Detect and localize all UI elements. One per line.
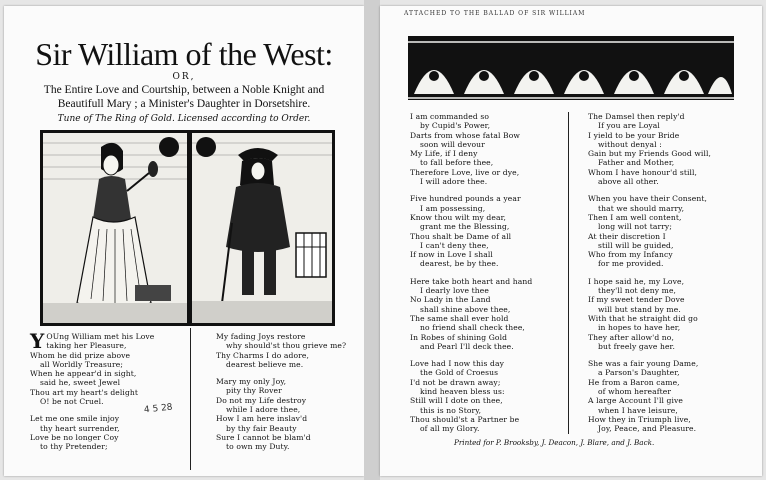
woodcut-lady xyxy=(40,130,190,326)
column-rule xyxy=(190,328,191,470)
verse-line: but freely gave her. xyxy=(598,341,675,351)
verse-line: Who from my Infancy xyxy=(588,250,673,260)
verse-line: Thy Charms I do adore, xyxy=(216,350,309,360)
verse-line: I am commanded so xyxy=(410,112,489,121)
ornament-border-icon xyxy=(408,36,734,100)
verse-line: With that he straight did go xyxy=(588,313,698,323)
verse-line: Love had I now this day xyxy=(410,359,504,369)
verse-line: If you are Loyal xyxy=(598,121,660,131)
verse-line: and Pearl I'll deck thee. xyxy=(420,341,514,351)
verse-line: I dearly love thee xyxy=(420,286,489,296)
verse-line: for me provided. xyxy=(598,259,664,269)
subtitle-line-1: The Entire Love and Courtship, between a Noble Knight and xyxy=(43,84,325,96)
verse-line: grant me the Blessing, xyxy=(420,222,510,232)
left-page xyxy=(4,6,364,476)
verse-line: Father and Mother, xyxy=(598,158,675,168)
verse-line: My Life, if I deny xyxy=(410,149,478,159)
lady-figure-icon xyxy=(43,133,187,323)
verse-line: they'll not deny me, xyxy=(598,286,677,296)
verse-line: shall shine above thee, xyxy=(420,304,511,314)
verse-line: I am possessing, xyxy=(420,203,486,213)
verse-line: by thy fair Beauty xyxy=(226,423,297,433)
verse-line: If my sweet tender Dove xyxy=(588,295,685,305)
verse-line: How they in Triumph live, xyxy=(588,414,691,424)
verse-line: to own my Duty. xyxy=(226,442,290,452)
verse-line: to thy Pretender; xyxy=(40,442,108,452)
page-header-strip: ATTACHED TO THE BALLAD OF SIR WILLIAM xyxy=(404,10,586,17)
printer-imprint: Printed for P. Brooksby, J. Deacon, J. Blare, and J. Back. xyxy=(454,438,655,447)
verse-line: Sure I cannot be blam'd xyxy=(216,432,311,442)
verse-line: taking her Pleasure, xyxy=(46,341,127,351)
verse-line: He from a Baron came, xyxy=(588,377,680,387)
verse-line: no friend shall check thee, xyxy=(420,323,525,333)
verse-line: Mary my only Joy, xyxy=(216,377,287,387)
verse-line: without denyal : xyxy=(598,139,662,149)
verse-line: The same shall ever hold xyxy=(410,313,509,323)
verse-line: They after allow'd no, xyxy=(588,332,674,342)
verse-line: Thou shalt be Dame of all xyxy=(410,231,512,241)
verse-line: If now in Love I shall xyxy=(410,250,493,260)
verse-line: No Lady in the Land xyxy=(410,295,491,305)
verse-line: will but stand by me. xyxy=(598,304,681,314)
verse-line: A large Account I'll give xyxy=(588,396,683,406)
verse-line: I can't deny thee, xyxy=(420,240,489,250)
verse-line: above all other. xyxy=(598,177,659,187)
verse-line: Whom I have honour'd still, xyxy=(588,167,698,177)
verse-line: that we should marry, xyxy=(598,203,685,213)
verse-line: I hope said he, my Love, xyxy=(588,276,685,286)
gentleman-figure-icon xyxy=(192,133,332,323)
verse-line: all Worldly Treasure; xyxy=(40,359,123,369)
right-col1-verse xyxy=(410,112,532,434)
verse-line: Love be no longer Coy xyxy=(30,432,119,442)
verse-line: Five hundred pounds a year xyxy=(410,194,521,204)
left-col1-verse xyxy=(30,329,155,452)
verse-line: Then I am well content, xyxy=(588,212,682,222)
verse-line: Whom he did prize above xyxy=(30,350,131,360)
verse-line: of whom hereafter xyxy=(598,387,672,397)
verse-line: soon will devour xyxy=(420,139,485,149)
page-gutter xyxy=(364,0,380,480)
verse-line: dearest believe me. xyxy=(226,359,304,369)
verse-line: O! be not Cruel. xyxy=(40,397,104,407)
verse-line: a Parson's Daughter, xyxy=(598,368,680,378)
verse-line: I will adore thee. xyxy=(420,177,488,187)
tune-line: Tune of The Ring of Gold. Licensed according to Order. xyxy=(57,114,311,124)
verse-line: OUng William met his Love xyxy=(46,332,155,341)
verse-line: Gain but my Friends Good will, xyxy=(588,149,712,159)
left-col2-verse xyxy=(216,332,346,452)
or-line: OR, xyxy=(172,72,196,82)
verse-line: Know thou wilt my dear, xyxy=(410,212,506,222)
verse-line: thy heart surrender, xyxy=(40,423,120,433)
column-rule xyxy=(568,112,569,434)
right-page xyxy=(380,6,762,476)
handwritten-margin-note: 4 5 28 xyxy=(143,402,174,416)
verse-line: in hopes to have her, xyxy=(598,323,681,333)
verse-line: Darts from whose fatal Bow xyxy=(410,130,521,140)
right-col2-verse xyxy=(588,112,711,434)
verse-line: the Gold of Croesus xyxy=(420,368,499,378)
verse-line: dearest, be by thee. xyxy=(420,259,499,269)
drop-cap: Y xyxy=(30,329,45,353)
verse-line: why should'st thou grieve me? xyxy=(226,341,347,351)
woodcut-gentleman xyxy=(189,130,335,326)
ornamental-border xyxy=(408,36,734,100)
verse-line: to fall before thee, xyxy=(420,158,494,168)
verse-line: still will be guided, xyxy=(598,240,674,250)
verse-line: My fading Joys restore xyxy=(216,332,306,341)
verse-line: Thou should'st a Partner be xyxy=(410,414,520,424)
verse-line: while I adore thee, xyxy=(226,405,301,415)
verse-line: pity thy Rover xyxy=(226,386,282,396)
verse-line: when I have leisure, xyxy=(598,405,678,415)
verse-line: said he, sweet Jewel xyxy=(40,378,121,388)
verse-line: this is no Story, xyxy=(420,405,482,415)
verse-line: She was a fair young Dame, xyxy=(588,359,699,369)
verse-line: The Damsel then reply'd xyxy=(588,112,685,121)
verse-line: I'd not be drawn away; xyxy=(410,377,501,387)
verse-line: At their discretion I xyxy=(588,231,666,241)
verse-line: Still will I dote on thee, xyxy=(410,396,503,406)
ballad-title: Sir William of the West: xyxy=(35,36,333,72)
verse-line: Let me one smile injoy xyxy=(30,414,120,424)
verse-line: How I am here inslav'd xyxy=(216,414,308,424)
verse-line: Joy, Peace, and Pleasure. xyxy=(598,424,697,434)
verse-line: Here take both heart and hand xyxy=(410,276,533,286)
verse-line: Do not my Life destroy xyxy=(216,395,307,405)
verse-line: of all my Glory. xyxy=(420,424,480,434)
verse-line: Therefore Love, live or dye, xyxy=(410,167,520,177)
subtitle-line-2: Beautifull Mary ; a Minister's Daughter in Dorsetshire. xyxy=(57,98,311,110)
verse-line: When you have their Consent, xyxy=(588,194,708,204)
verse-line: Thou art my heart's delight xyxy=(30,387,139,397)
verse-line: I yield to be your Bride xyxy=(588,130,680,140)
verse-line: kind heaven bless us: xyxy=(420,387,505,397)
verse-line: When he appear'd in sight, xyxy=(30,369,137,379)
verse-line: long will not tarry; xyxy=(598,222,672,232)
verse-line: In Robes of shining Gold xyxy=(410,332,508,342)
verse-line: by Cupid's Power, xyxy=(420,121,491,131)
